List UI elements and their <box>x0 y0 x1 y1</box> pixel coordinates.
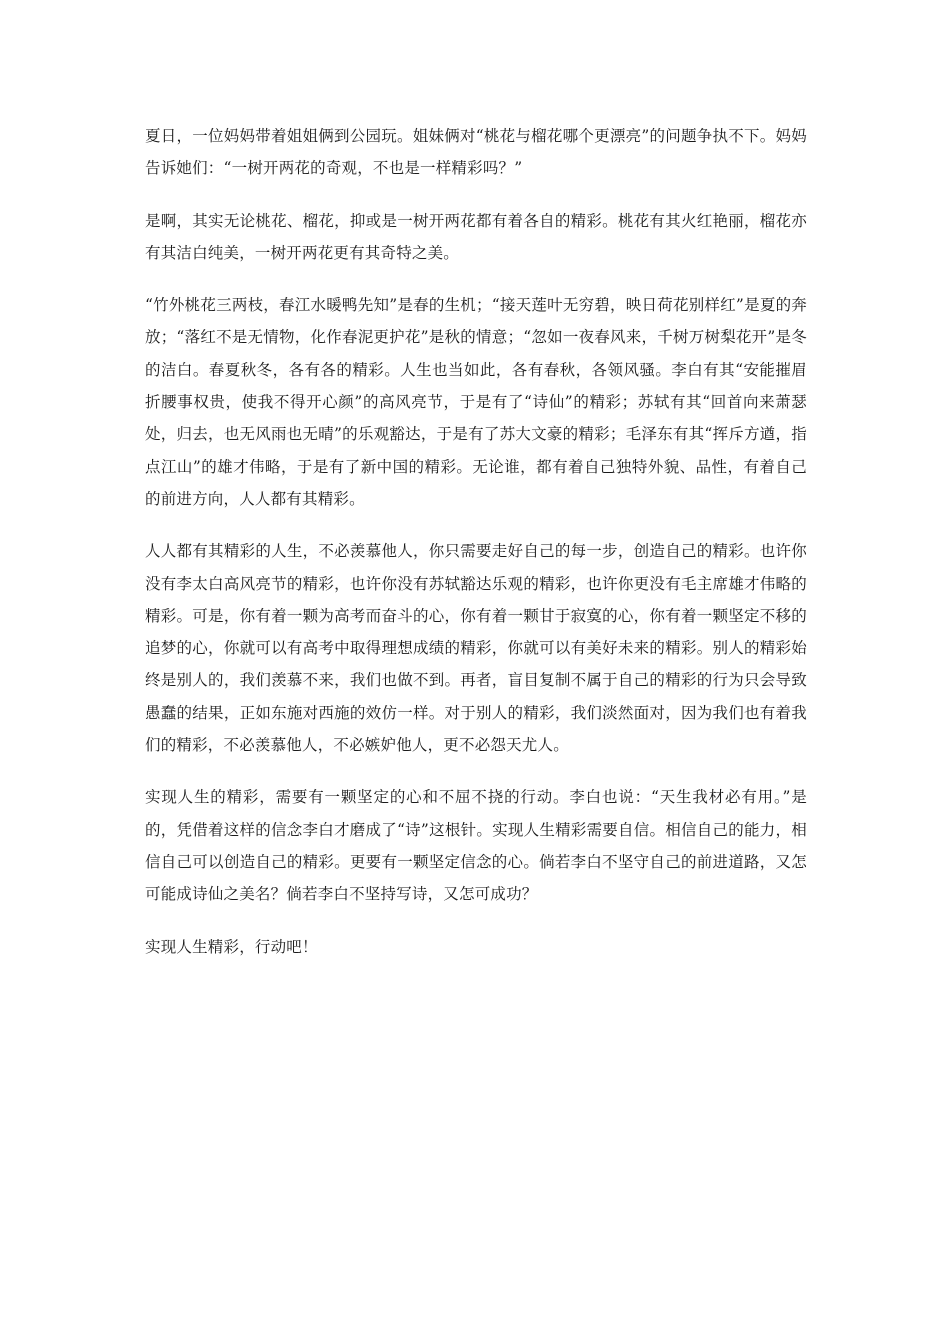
paragraph-3: “竹外桃花三两枝，春江水暖鸭先知”是春的生机；“接天莲叶无穷碧，映日荷花别样红”是夏的奔放；“落红不是无情物，化作春泥更护花”是秋的情意；“忽如一夜春风来，千树万树梨花开”是冬的洁白。春夏秋冬，各有各的精彩。人生也当如此，各有春秋，各领风骚。李白有其“安能摧眉折腰事权贵，使我不得开心颜”的高风亮节，于是有了“诗仙”的精彩；苏轼有其“回首向来萧瑟处，归去，也无风雨也无晴”的乐观豁达，于是有了苏大文豪的精彩；毛泽东有其“挥斥方遒，指点江山”的雄才伟略，于是有了新中国的精彩。无论谁，都有着自己独特外貌、品性，有着自己的前进方向，人人都有其精彩。 <box>145 296 807 508</box>
paragraph-6: 实现人生精彩，行动吧！ <box>145 937 318 956</box>
document-body <box>145 120 807 963</box>
paragraph-2: 是啊，其实无论桃花、榴花，抑或是一树开两花都有着各自的精彩。桃花有其火红艳丽，榴花亦有其洁白纯美，一树开两花更有其奇特之美。 <box>145 211 807 262</box>
paragraph-1: 夏日，一位妈妈带着姐姐俩到公园玩。姐妹俩对“桃花与榴花哪个更漂亮”的问题争执不下。妈妈告诉她们：“一树开两花的奇观，不也是一样精彩吗？” <box>145 127 807 178</box>
paragraph-5: 实现人生的精彩，需要有一颗坚定的心和不屈不挠的行动。李白也说：“天生我材必有用。”是的，凭借着这样的信念李白才磨成了“诗”这根针。实现人生精彩需要自信。相信自己的能力，相信自己可以创造自己的精彩。更要有一颗坚定信念的心。倘若李白不坚守自己的前进道路，又怎可能成诗仙之美名？倘若李白不坚持写诗，又怎可成功？ <box>145 788 807 904</box>
paragraph-4: 人人都有其精彩的人生，不必羡慕他人，你只需要走好自己的每一步，创造自己的精彩。也许你没有李太白高风亮节的精彩，也许你没有苏轼豁达乐观的精彩，也许你更没有毛主席雄才伟略的精彩。可是，你有着一颗为高考而奋斗的心，你有着一颗甘于寂寞的心，你有着一颗坚定不移的追梦的心，你就可以有高考中取得理想成绩的精彩，你就可以有美好未来的精彩。别人的精彩始终是别人的，我们羡慕不来，我们也做不到。再者，盲目复制不属于自己的精彩的行为只会导致愚蠢的结果，正如东施对西施的效仿一样。对于别人的精彩，我们淡然面对，因为我们也有着我们的精彩，不必羡慕他人，不必嫉妒他人，更不必怨天尤人。 <box>145 542 807 755</box>
